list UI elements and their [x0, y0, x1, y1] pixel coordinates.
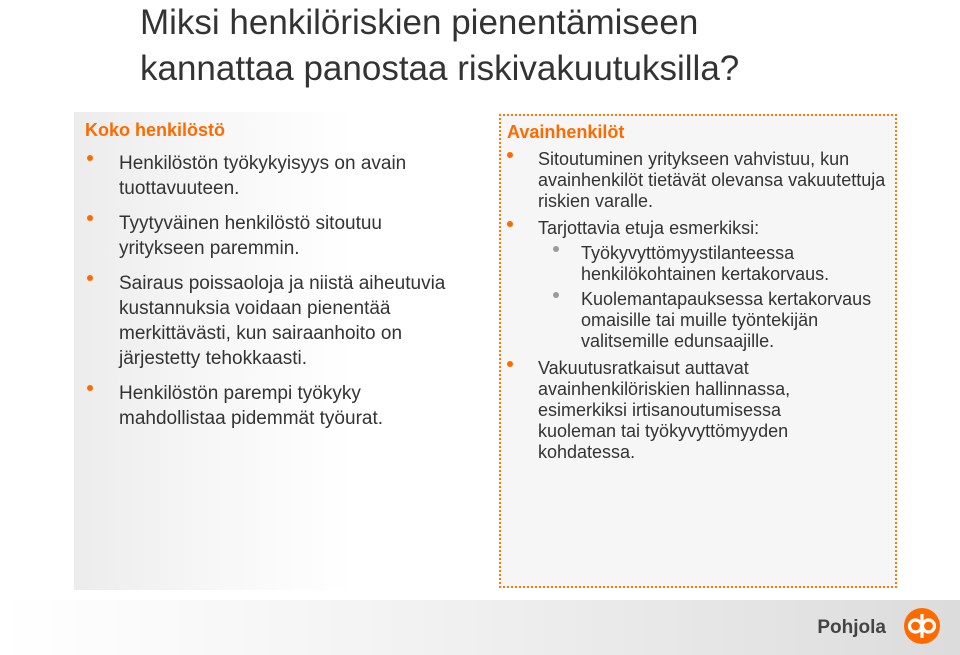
left-panel	[74, 112, 474, 590]
list-item	[74, 151, 459, 201]
list-item-text: Sitoutuminen yritykseen vahvistuu, kun avainhenkilöt tietävät olevansa vakuutettuja riskien varalle.	[538, 149, 886, 211]
list-item-text: Sairaus poissaoloja ja niistä aiheutuvia kustannuksia voidaan pienentää merkittävästi, kun sairaanhoito on järjestetty tehokkaasti.	[119, 273, 446, 369]
right-panel	[499, 114, 897, 588]
bullet-icon	[507, 361, 513, 367]
sub-bullet-icon	[553, 292, 559, 298]
list-item	[501, 218, 888, 239]
bullet-icon	[507, 221, 513, 227]
bullet-icon	[87, 275, 93, 281]
bullet-icon	[87, 385, 93, 391]
list-item	[501, 358, 848, 463]
list-item	[74, 381, 459, 431]
bullet-icon	[87, 155, 93, 161]
pohjola-logo-icon	[904, 608, 940, 644]
list-item-text: Henkilöstön parempi työkyky mahdollistaa pidemmät työurat.	[119, 383, 384, 429]
list-item-text: Henkilöstön työkykyisyys on avain tuottavuuteen.	[119, 153, 407, 199]
sub-list-item-text: Kuolemantapauksessa kertakorvaus omaisille tai muille työntekijän valitsemille edunsaajille.	[581, 289, 872, 351]
list-item	[501, 149, 888, 212]
right-panel-heading: Avainhenkilöt	[507, 122, 625, 142]
sub-list-item-text: Työkyvyttömyystilanteessa henkilökohtainen kertakorvaus.	[581, 243, 830, 284]
sub-list-item	[501, 289, 881, 352]
list-item-text: Vakuutusratkaisut auttavat avainhenkilöriskien hallinnassa, esimerkiksi irtisanoutumisessa kuoleman tai työkyvyttömyyden kohdatessa.	[538, 358, 791, 462]
sub-bullet-icon	[553, 246, 559, 252]
footer-bar	[0, 600, 960, 655]
left-panel-heading: Koko henkilöstö	[85, 120, 226, 140]
left-panel-list	[74, 151, 459, 441]
list-item-text: Tyytyväinen henkilöstö sitoutuu yritykseen paremmin.	[119, 213, 382, 259]
slide-title-line-2: kannattaa panostaa riskivakuutuksilla?	[140, 49, 740, 88]
brand-name: Pohjola	[817, 617, 886, 638]
list-item	[74, 211, 459, 261]
list-item-text: Tarjottavia etuja esmerkiksi:	[538, 218, 760, 238]
slide-title	[140, 0, 940, 92]
right-panel-list	[501, 149, 888, 463]
bullet-icon	[507, 152, 513, 158]
slide-title-line-1: Miksi henkilöriskien pienentämiseen	[140, 3, 699, 42]
list-item	[74, 271, 459, 371]
bullet-icon	[87, 215, 93, 221]
sub-list-item	[501, 243, 881, 285]
